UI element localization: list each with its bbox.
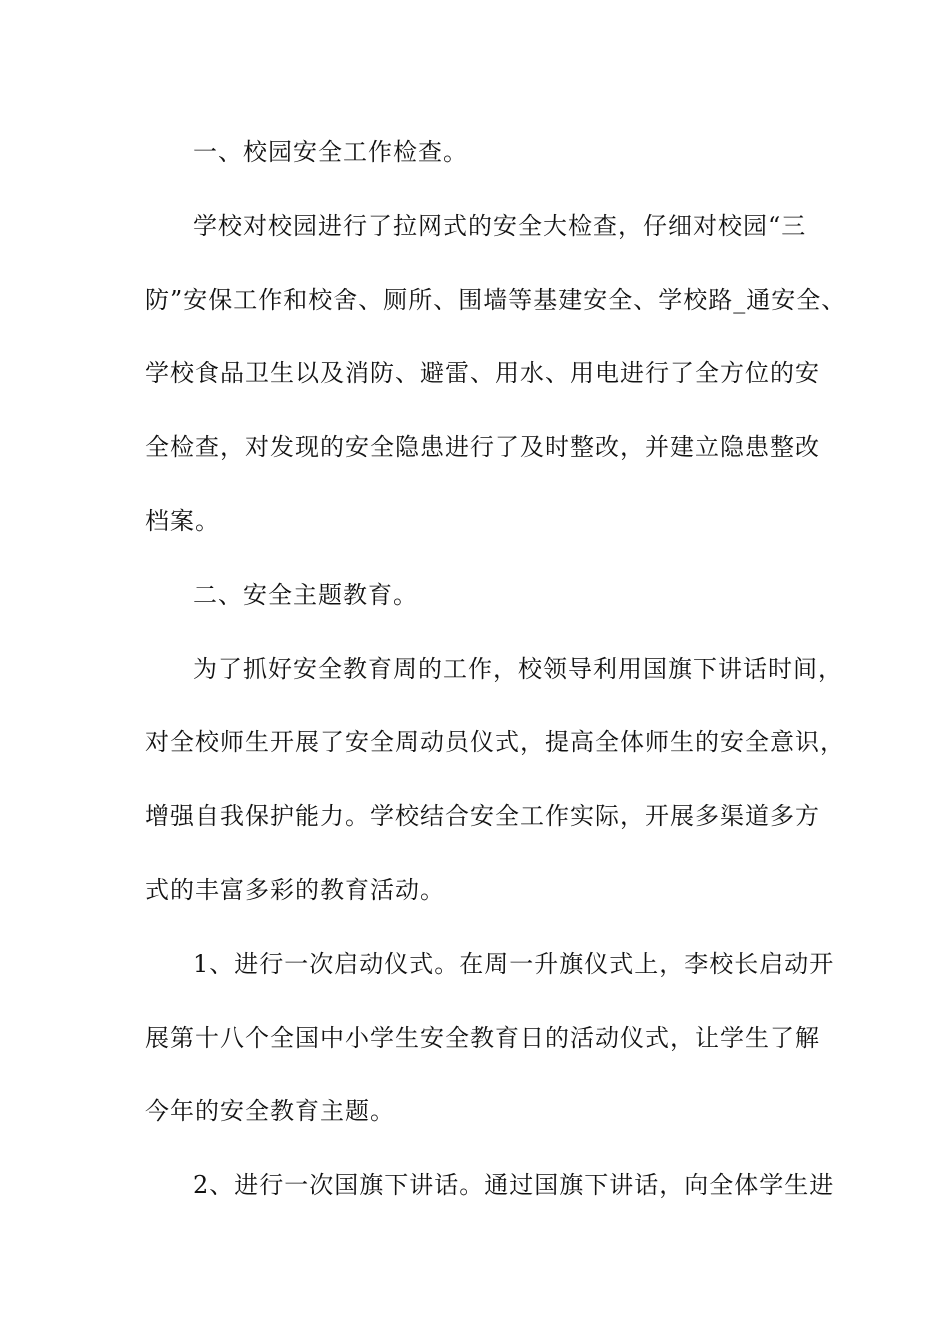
section-heading-1: 一、校园安全工作检查。 [193, 138, 468, 166]
list-item-1: 1、进行一次启动仪式。在周一升旗仪式上，李校长启动开 [193, 949, 835, 978]
paragraph-line: 对全校师生开展了安全周动员仪式，提高全体师生的安全意识， [145, 728, 845, 757]
paragraph-line: 防”安保工作和校舍、厕所、围墙等基建安全、学校路_通安全、 [145, 285, 847, 314]
list-item-2: 2、进行一次国旗下讲话。通过国旗下讲话，向全体学生进 [193, 1171, 835, 1200]
paragraph-line: 学校食品卫生以及消防、避雷、用水、用电进行了全方位的安 [145, 359, 820, 388]
section-heading-2: 二、安全主题教育。 [193, 580, 418, 609]
paragraph-line: 为了抓好安全教育周的工作，校领导利用国旗下讲话时间， [193, 654, 843, 683]
paragraph-line: 今年的安全教育主题。 [145, 1097, 395, 1126]
paragraph-line: 增强自我保护能力。学校结合安全工作实际，开展多渠道多方 [145, 802, 820, 831]
paragraph-line: 学校对校园进行了拉网式的安全大检查，仔细对校园“三 [193, 211, 807, 240]
paragraph-line: 档案。 [145, 506, 220, 535]
paragraph-line: 全检查，对发现的安全隐患进行了及时整改，并建立隐患整改 [145, 433, 820, 462]
paragraph-line: 展第十八个全国中小学生安全教育日的活动仪式，让学生了解 [145, 1023, 820, 1052]
paragraph-line: 式的丰富多彩的教育活动。 [145, 875, 445, 904]
document-body [145, 128, 847, 1235]
